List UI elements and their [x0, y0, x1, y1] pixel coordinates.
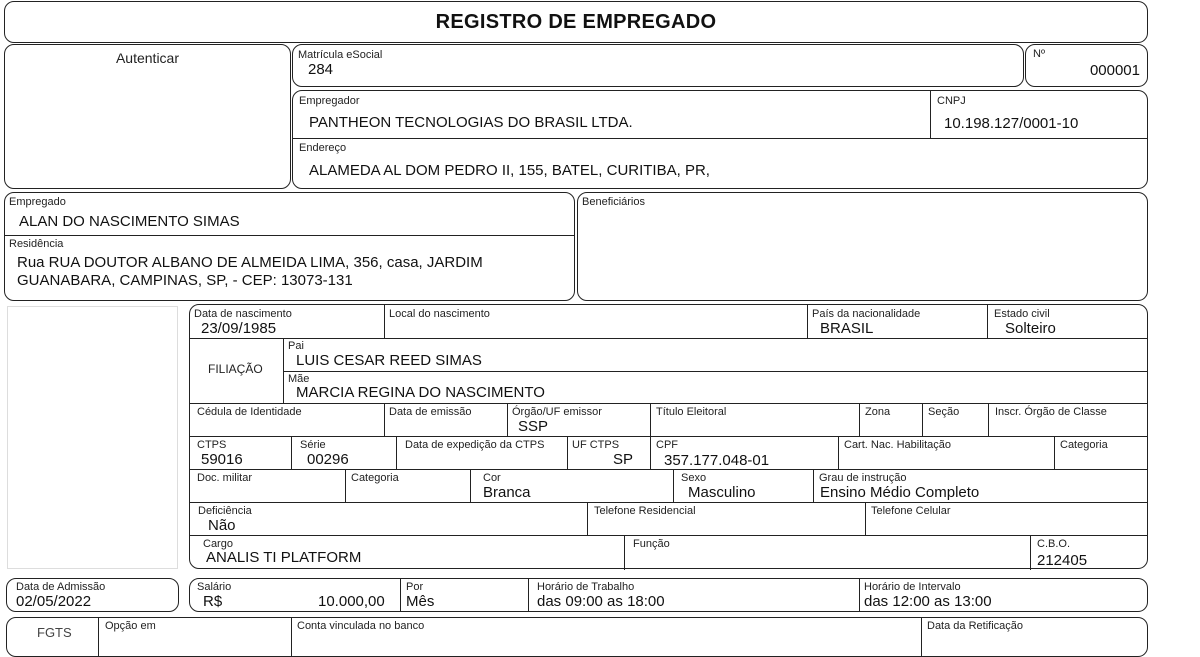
home-phone-label: Telefone Residencial	[594, 505, 696, 517]
divider	[859, 403, 860, 436]
divider	[190, 502, 1147, 503]
section-label: Seção	[928, 406, 960, 418]
option-date-label: Opção em	[105, 620, 156, 632]
fgts-label: FGTS	[37, 625, 72, 640]
divider	[567, 436, 568, 469]
divider	[921, 618, 922, 656]
color-label: Cor	[483, 472, 501, 484]
divider	[190, 338, 1147, 339]
issuer-label: Órgão/UF emissor	[512, 406, 602, 418]
ctps-issue-date-label: Data de expedição da CTPS	[405, 439, 545, 451]
residence-label: Residência	[9, 238, 64, 250]
cnpj-label: CNPJ	[937, 95, 966, 107]
job-title-label: Cargo	[203, 538, 233, 550]
residence-line1: Rua RUA DOUTOR ALBANO DE ALMEIDA LIMA, 356, casa, JARDIM	[17, 254, 483, 271]
divider	[400, 579, 401, 611]
father-value: LUIS CESAR REED SIMAS	[296, 352, 482, 369]
divider	[922, 403, 923, 436]
admission-label: Data de Admissão	[16, 581, 106, 593]
employer-name: PANTHEON TECNOLOGIAS DO BRASIL LTDA.	[309, 114, 633, 131]
cbo-label: C.B.O.	[1037, 538, 1071, 550]
father-label: Pai	[288, 340, 304, 352]
license-category-label: Categoria	[1060, 439, 1108, 451]
military-doc-label: Doc. militar	[197, 472, 253, 484]
divider	[1054, 436, 1055, 469]
divider	[384, 403, 385, 436]
sex-value: Masculino	[688, 484, 756, 501]
divider	[470, 469, 471, 502]
uf-ctps-label: UF CTPS	[572, 439, 620, 451]
divider	[813, 469, 814, 502]
zone-label: Zona	[865, 406, 891, 418]
divider	[865, 502, 866, 535]
divider	[807, 305, 808, 338]
divider	[5, 235, 574, 236]
address-label: Endereço	[299, 142, 347, 154]
uf-ctps-value: SP	[613, 451, 634, 468]
birth-date-value: 23/09/1985	[201, 320, 277, 337]
mother-label: Mãe	[288, 373, 310, 385]
divider	[283, 371, 1147, 372]
divider	[987, 305, 988, 338]
salary-value: 10.000,00	[318, 593, 385, 610]
employer-box	[292, 90, 1148, 189]
series-value: 00296	[307, 451, 349, 468]
per-label: Por	[406, 581, 424, 593]
admission-value: 02/05/2022	[16, 593, 92, 610]
birth-place-label: Local do nascimento	[389, 308, 490, 320]
beneficiaries-box	[577, 192, 1148, 301]
filiation-label: FILIAÇÃO	[208, 362, 263, 376]
number-box	[1025, 44, 1148, 87]
divider	[291, 618, 292, 656]
divider	[291, 436, 292, 469]
beneficiaries-label: Beneficiários	[582, 196, 645, 208]
divider	[988, 403, 989, 436]
ctps-label: CTPS	[197, 439, 227, 451]
driver-license-label: Cart. Nac. Habilitação	[844, 439, 951, 451]
nationality-label: País da nacionalidade	[812, 308, 921, 320]
salary-label: Salário	[197, 581, 232, 593]
divider	[859, 579, 860, 611]
divider	[650, 403, 651, 436]
divider	[528, 579, 529, 611]
divider	[190, 469, 1147, 470]
cbo-value: 212405	[1037, 552, 1088, 569]
divider	[624, 535, 625, 570]
issue-date-label: Data de emissão	[389, 406, 472, 418]
cpf-value: 357.177.048-01	[664, 452, 770, 469]
marital-status-value: Solteiro	[1005, 320, 1056, 337]
admission-box	[6, 578, 179, 612]
divider	[396, 436, 397, 469]
series-label: Série	[300, 439, 326, 451]
birth-date-label: Data de nascimento	[194, 308, 292, 320]
voter-id-label: Título Eleitoral	[656, 406, 727, 418]
salary-box	[189, 578, 1148, 612]
divider	[838, 436, 839, 469]
bank-account-label: Conta vinculada no banco	[297, 620, 425, 632]
marital-status-label: Estado civil	[994, 308, 1050, 320]
issuer-value: SSP	[518, 418, 549, 435]
number-value: 000001	[1089, 62, 1140, 79]
divider	[673, 469, 674, 502]
id-card-label: Cédula de Identidade	[197, 406, 302, 418]
divider	[507, 403, 508, 436]
function-label: Função	[633, 538, 670, 550]
cell-phone-label: Telefone Celular	[871, 505, 951, 517]
divider	[98, 618, 99, 656]
photo-placeholder	[7, 306, 178, 569]
per-value: Mês	[406, 593, 435, 610]
job-title-value: ANALIS TI PLATFORM	[206, 549, 362, 566]
divider	[190, 535, 1147, 536]
divider	[930, 91, 931, 138]
mother-value: MARCIA REGINA DO NASCIMENTO	[296, 384, 545, 401]
sex-label: Sexo	[681, 472, 707, 484]
employer-label: Empregador	[299, 95, 360, 107]
work-hours-label: Horário de Trabalho	[537, 581, 635, 593]
employee-box	[4, 192, 575, 301]
divider	[190, 436, 1147, 437]
employee-label: Empregado	[9, 196, 66, 208]
military-category-label: Categoria	[351, 472, 399, 484]
disability-value: Não	[208, 517, 236, 534]
matricula-value: 284	[308, 61, 334, 78]
divider	[384, 305, 385, 338]
number-label: Nº	[1033, 48, 1045, 60]
divider	[345, 469, 346, 502]
employee-name: ALAN DO NASCIMENTO SIMAS	[19, 213, 240, 230]
break-label: Horário de Intervalo	[864, 581, 961, 593]
education-label: Grau de instrução	[819, 472, 907, 484]
divider	[650, 436, 651, 469]
disability-label: Deficiência	[198, 505, 252, 517]
currency-value: R$	[203, 593, 223, 610]
authenticate-label: Autenticar	[115, 50, 180, 66]
education-value: Ensino Médio Completo	[820, 484, 980, 501]
address-value: ALAMEDA AL DOM PEDRO II, 155, BATEL, CURITIBA, PR,	[309, 162, 710, 179]
matricula-box	[292, 44, 1024, 87]
residence-line2: GUANABARA, CAMPINAS, SP, - CEP: 13073-131	[17, 272, 353, 289]
ctps-value: 59016	[201, 451, 243, 468]
matricula-label: Matrícula eSocial	[298, 49, 383, 61]
personal-data-box	[189, 304, 1148, 569]
divider	[293, 138, 1147, 139]
break-value: das 12:00 as 13:00	[864, 593, 992, 610]
title-box	[4, 1, 1148, 43]
color-value: Branca	[483, 484, 531, 501]
class-registration-label: Inscr. Órgão de Classe	[995, 406, 1107, 418]
divider	[190, 403, 1147, 404]
cnpj-value: 10.198.127/0001-10	[944, 115, 1079, 132]
page-title: REGISTRO DE EMPREGADO	[435, 11, 717, 33]
authenticate-box	[4, 44, 291, 189]
work-hours-value: das 09:00 as 18:00	[537, 593, 665, 610]
cpf-label: CPF	[656, 439, 678, 451]
divider	[587, 502, 588, 535]
nationality-value: BRASIL	[820, 320, 874, 337]
fgts-box	[6, 617, 1148, 657]
divider	[1030, 535, 1031, 570]
retification-date-label: Data da Retificação	[927, 620, 1023, 632]
